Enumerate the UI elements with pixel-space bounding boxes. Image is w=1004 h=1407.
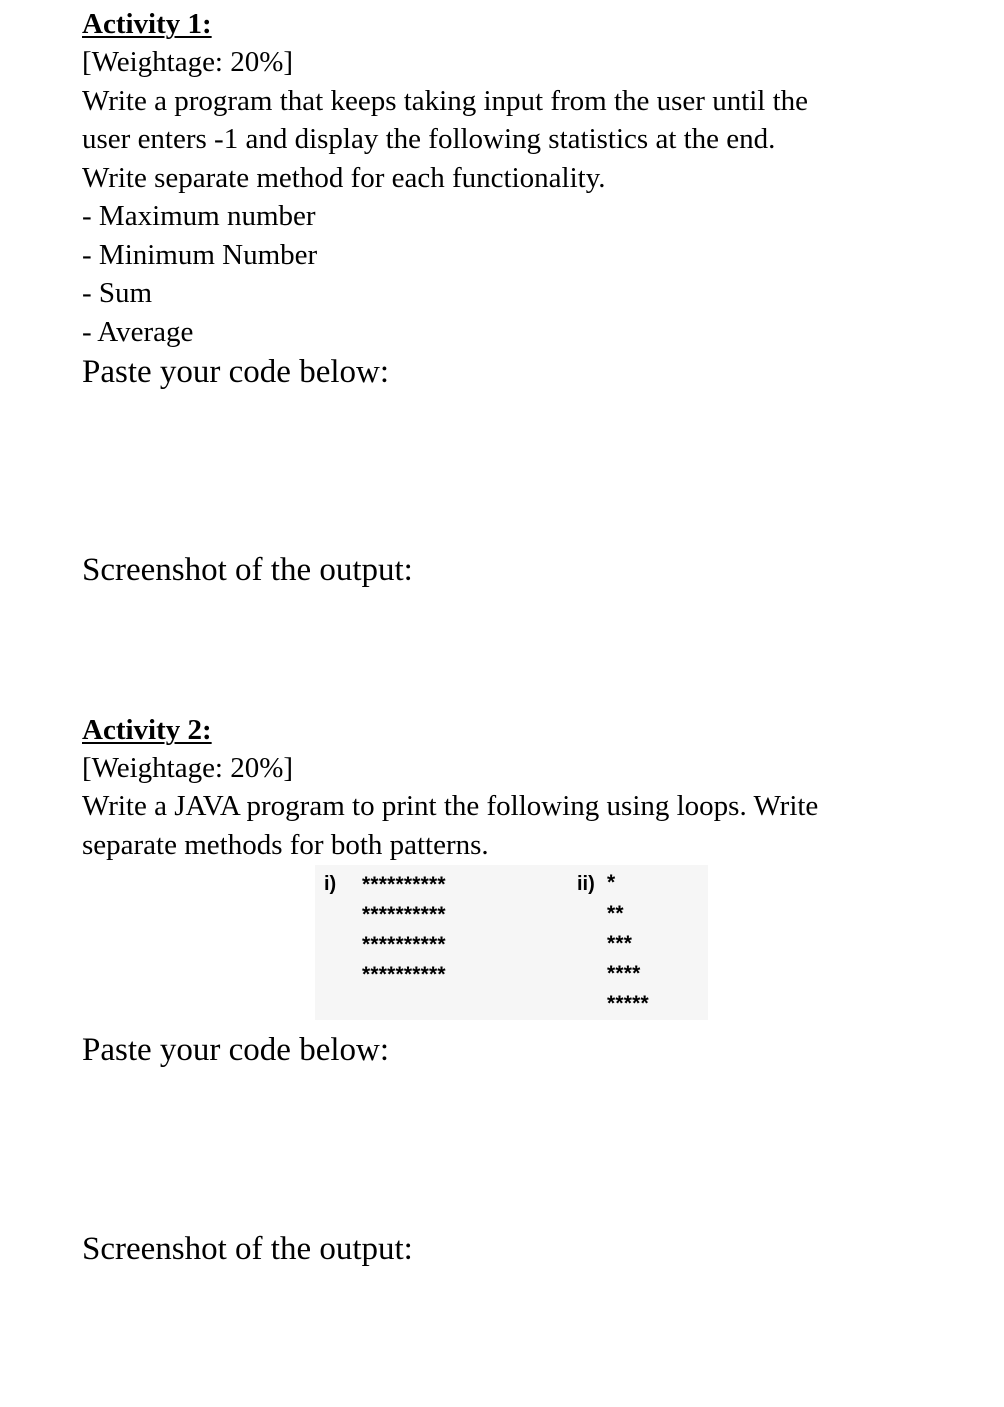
activity1-heading: Activity 1:	[82, 8, 212, 40]
activity1-weightage: [Weightage: 20%]	[82, 46, 294, 78]
activity2-screenshot-label: Screenshot of the output:	[82, 1231, 413, 1267]
pattern-i-row: **********	[362, 963, 446, 986]
activity1-description-line: Write a program that keeps taking input from the user until the	[82, 85, 809, 117]
pattern-i-row: **********	[362, 933, 446, 956]
pattern-i-label: i)	[324, 873, 337, 895]
activity1-list-item: - Minimum Number	[82, 239, 318, 271]
pattern-i-row: **********	[362, 873, 446, 896]
pattern-ii-row: ****	[607, 962, 641, 985]
activity1-description-line: Write separate method for each functionality.	[82, 162, 606, 194]
activity1-list-item: - Sum	[82, 277, 153, 309]
pattern-i-row: **********	[362, 903, 446, 926]
activity1-list-item: - Maximum number	[82, 200, 316, 232]
activity2-heading: Activity 2:	[82, 714, 212, 746]
activity1-screenshot-label: Screenshot of the output:	[82, 552, 413, 588]
activity2-paste-code-label: Paste your code below:	[82, 1032, 390, 1068]
activity1-paste-code-label: Paste your code below:	[82, 354, 390, 390]
pattern-ii-row: *****	[607, 992, 649, 1015]
pattern-ii-row: ***	[607, 932, 633, 955]
patterns-figure	[315, 865, 708, 1020]
activity2-description-line: separate methods for both patterns.	[82, 829, 489, 861]
pattern-ii-label: ii)	[577, 873, 595, 895]
activity2-weightage: [Weightage: 20%]	[82, 752, 294, 784]
activity1-list-item: - Average	[82, 316, 194, 348]
pattern-ii-row: **	[607, 902, 624, 925]
activity1-description-line: user enters -1 and display the following statistics at the end.	[82, 123, 776, 155]
pattern-ii-row: *	[607, 871, 616, 894]
activity2-description-line: Write a JAVA program to print the following using loops. Write	[82, 790, 819, 822]
